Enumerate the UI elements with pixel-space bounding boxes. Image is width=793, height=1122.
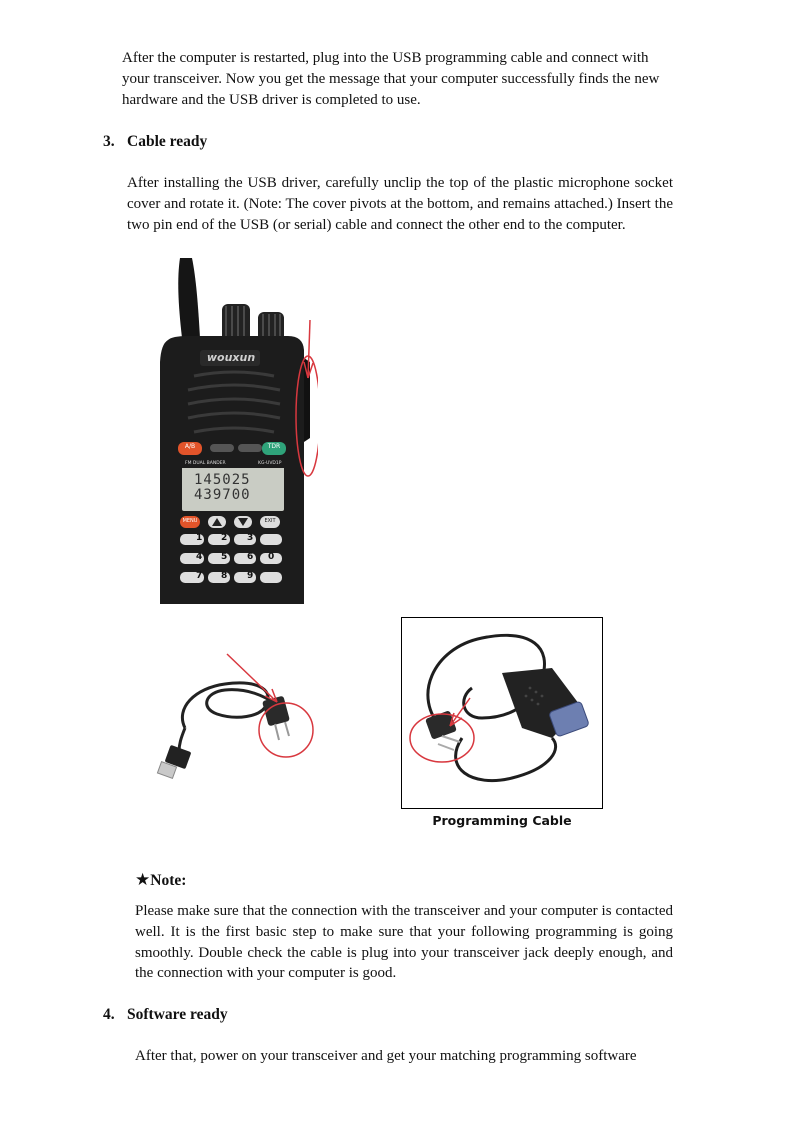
radio-photo [158,258,318,604]
radio-button-tdr: TDR [267,443,281,450]
radio-model-right: KG-UVD1P [258,461,282,466]
programming-cable-photo [401,617,603,809]
radio-key: 5 [221,552,228,562]
radio-brand-text: wouxun [206,351,256,364]
section-4-number: 4. [103,1006,115,1023]
radio-model-left: FM DUAL BANDER [185,461,226,466]
usb-cable-photo [155,648,320,786]
radio-button-exit: EXIT [264,518,276,524]
note-body: Please make sure that the connection with the transceiver and your computer is contacted well. It is the first basic step to make sure that your following programming is going smoothly. Double check the cable is plug into your transceiver jack deeply enough, and the connection with your computer is good. [135,903,673,982]
radio-key: 1 [196,533,203,543]
radio-key: 4 [196,552,203,562]
star-icon: ★ [135,870,151,890]
radio-key: 6 [247,552,254,562]
radio-lcd-line2: 439700 [194,487,251,503]
section-3-body: After installing the USB driver, carefully unclip the top of the plastic microphone socket cover and rotate it. (Note: The cover pivots at the bottom, and remains attached.) Insert the two pin end of the USB (or serial) cable and connect the other end to the computer. [127,175,673,233]
section-4-body: After that, power on your transceiver and get your matching programming software [135,1048,637,1064]
radio-key: 8 [221,571,228,581]
intro-paragraph: After the computer is restarted, plug into the USB programming cable and connect with your transceiver. Now you get the message that your computer successfully finds the new hardware and the USB driver is completed to use. [122,50,660,108]
section-3-heading [103,133,207,151]
section-3-number: 3. [103,133,115,150]
note-title: Note: [150,872,187,889]
section-4-title: Software ready [127,1006,228,1023]
radio-key: 9 [247,571,254,581]
radio-button-ab: A/B [184,443,196,450]
note-heading [135,870,186,890]
section-3-title: Cable ready [127,133,208,150]
radio-lcd-line1: 145025 [194,472,251,488]
radio-key: 2 [221,533,228,543]
radio-key: 7 [196,571,203,581]
programming-cable-caption: Programming Cable [432,813,572,828]
radio-key: 0 [268,552,275,562]
radio-button-menu: MENU [182,518,198,524]
radio-key: 3 [247,533,254,543]
section-4-heading [103,1006,228,1024]
